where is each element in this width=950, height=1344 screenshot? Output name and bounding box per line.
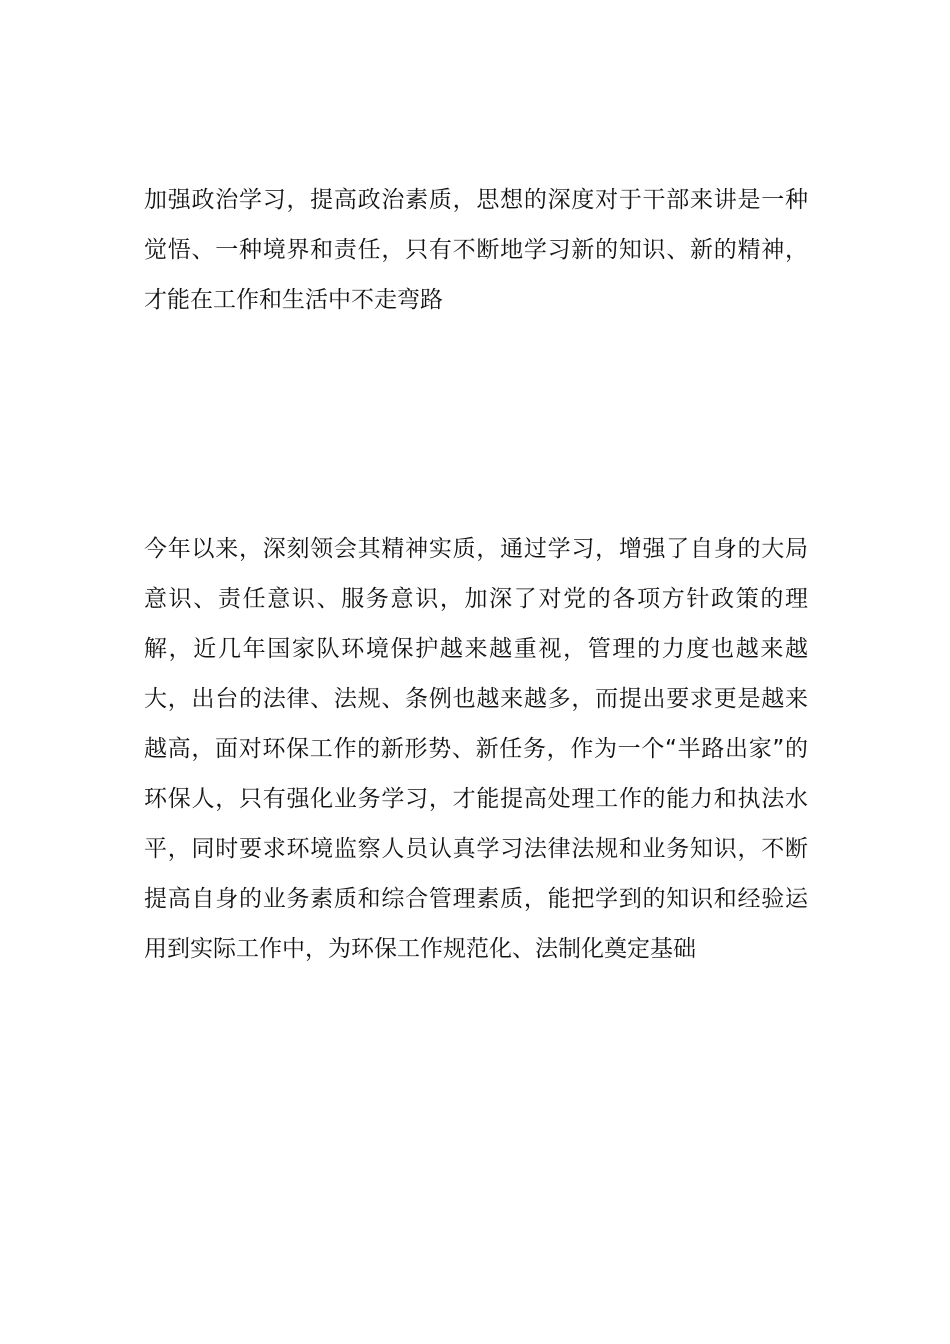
paragraph-environmental-work: 今年以来，深刻领会其精神实质，通过学习，增强了自身的大局意识、责任意识、服务意识，加深了对党的各项方针政策的理解，近几年国家队环境保护越来越重视，管理的力度也越来越大，出台的法律、法规、条例也越来越多，而提出要求更是越来越高，面对环保工作的新形势、新任务，作为一个“半路出家”的环保人，只有强化业务学习，才能提高处理工作的能力和执法水平，同时要求环境监察人员认真学习法律法规和业务知识，不断提高自身的业务素质和综合管理素质，能把学到的知识和经验运用到实际工作中，为环保工作规范化、法制化奠定基础 [144,536,808,962]
paragraph-political-study: 加强政治学习，提高政治素质，思想的深度对于干部来讲是一种觉悟、一种境界和责任，只有不断地学习新的知识、新的精神，才能在工作和生活中不走弯路 [144,187,808,313]
